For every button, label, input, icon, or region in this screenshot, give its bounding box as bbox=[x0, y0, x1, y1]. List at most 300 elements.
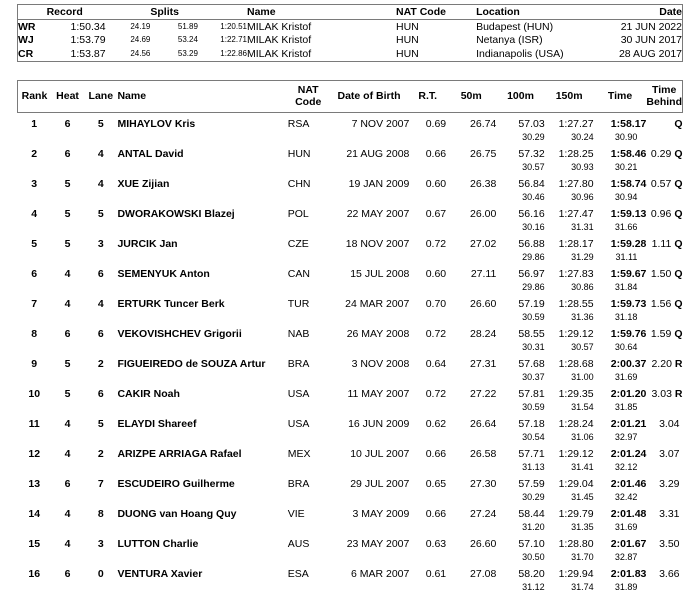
swimmer-heat: 6 bbox=[64, 567, 71, 580]
swimmer-lap-split-4: 32.42 bbox=[614, 491, 638, 502]
splits-spacer-cell bbox=[329, 430, 410, 443]
swimmer-split-150m: 1:27.27 bbox=[558, 117, 594, 130]
swimmer-time-behind-cell bbox=[646, 293, 682, 310]
splits-spacer-cell bbox=[329, 580, 410, 593]
results-body bbox=[18, 112, 683, 593]
results-col-heat: Heat bbox=[51, 80, 84, 112]
table-row bbox=[18, 413, 683, 430]
splits-spacer-cell bbox=[288, 220, 329, 233]
splits-spacer-cell bbox=[288, 190, 329, 203]
swimmer-split-50m: 26.60 bbox=[470, 297, 497, 310]
swimmer-nat-code: BRA bbox=[287, 357, 310, 370]
swimmer-final-time: 2:01.20 bbox=[610, 387, 647, 400]
table-row bbox=[18, 143, 683, 160]
table-row-splits bbox=[18, 130, 683, 143]
swimmer-lap-split-2: 30.29 bbox=[522, 131, 545, 142]
swimmer-date-of-birth: 29 JUL 2007 bbox=[350, 477, 410, 490]
swimmer-split-50m: 27.24 bbox=[470, 507, 497, 520]
splits-spacer-cell bbox=[288, 520, 329, 533]
swimmer-lane: 4 bbox=[97, 297, 104, 310]
swimmer-lap-split-3: 31.45 bbox=[571, 491, 594, 502]
records-col-split1 bbox=[106, 5, 151, 20]
swimmer-heat: 5 bbox=[64, 387, 71, 400]
results-col-time-behind bbox=[646, 80, 682, 112]
table-row-splits bbox=[18, 430, 683, 443]
swimmer-reaction-time: 0.67 bbox=[425, 207, 447, 220]
swimmer-time-behind-cell bbox=[646, 383, 682, 400]
table-row bbox=[18, 203, 683, 220]
swimmer-name: LUTTON Charlie bbox=[117, 537, 199, 550]
splits-spacer-cell bbox=[51, 130, 84, 143]
swimmer-time-behind: 3.03 bbox=[651, 387, 672, 400]
swimmer-final-time: 1:59.13 bbox=[610, 207, 647, 220]
splits-spacer-cell bbox=[409, 460, 446, 473]
swimmer-time-behind: 3.29 bbox=[659, 477, 680, 490]
records-col-record: Record bbox=[47, 5, 106, 20]
swimmer-heat: 4 bbox=[64, 297, 71, 310]
table-row-splits bbox=[18, 310, 683, 323]
swimmer-final-time: 2:01.21 bbox=[610, 417, 647, 430]
swimmer-rank: 11 bbox=[28, 417, 40, 430]
swimmer-reaction-time: 0.72 bbox=[425, 327, 447, 340]
record-time: 1:50.34 bbox=[70, 20, 106, 33]
splits-spacer-cell bbox=[84, 250, 117, 263]
splits-spacer-cell bbox=[329, 460, 410, 473]
swimmer-qualification-code: Q bbox=[674, 117, 683, 130]
swimmer-lap-split-3: 31.54 bbox=[571, 401, 594, 412]
records-header-row bbox=[18, 5, 682, 20]
table-row bbox=[18, 443, 683, 460]
swimmer-lap-split-2: 29.86 bbox=[522, 281, 545, 292]
swimmer-lap-split-3: 31.35 bbox=[571, 521, 594, 532]
swimmer-split-50m: 26.74 bbox=[470, 117, 497, 130]
splits-spacer-cell bbox=[329, 340, 410, 353]
swimmer-heat: 5 bbox=[64, 357, 71, 370]
record-date: 28 AUG 2017 bbox=[618, 47, 682, 60]
swimmer-split-50m: 28.24 bbox=[470, 327, 497, 340]
record-split-100m: 53.29 bbox=[177, 48, 198, 58]
swimmer-lap-split-4: 32.87 bbox=[614, 551, 638, 562]
swimmer-name: JURCIK Jan bbox=[117, 237, 178, 250]
table-row-splits bbox=[18, 340, 683, 353]
swimmer-split-50m: 27.02 bbox=[470, 237, 497, 250]
splits-spacer-cell bbox=[329, 280, 410, 293]
splits-spacer-cell bbox=[409, 520, 446, 533]
records-col-date: Date bbox=[619, 5, 682, 20]
splits-spacer-cell bbox=[18, 220, 51, 233]
splits-spacer-cell bbox=[84, 400, 117, 413]
swimmer-split-50m: 26.58 bbox=[470, 447, 497, 460]
swimmer-heat: 4 bbox=[64, 507, 71, 520]
swimmer-split-150m: 1:28.24 bbox=[558, 417, 594, 430]
splits-spacer-cell bbox=[18, 160, 51, 173]
records-table-container bbox=[17, 4, 683, 62]
swimmer-final-time: 1:59.76 bbox=[610, 327, 647, 340]
splits-spacer-cell bbox=[646, 400, 682, 413]
swimmer-lane: 2 bbox=[97, 357, 104, 370]
splits-spacer-cell bbox=[117, 160, 287, 173]
swimmer-qualification-code bbox=[680, 538, 683, 550]
splits-spacer-cell bbox=[409, 580, 446, 593]
swimmer-date-of-birth: 19 JAN 2009 bbox=[348, 177, 410, 190]
splits-spacer-cell bbox=[84, 520, 117, 533]
table-row bbox=[18, 563, 683, 580]
splits-spacer-cell bbox=[446, 340, 496, 353]
table-row bbox=[18, 112, 683, 130]
swimmer-date-of-birth: 23 MAY 2007 bbox=[346, 537, 410, 550]
swimmer-lap-split-4: 30.94 bbox=[614, 191, 638, 202]
swimmer-nat-code: POL bbox=[287, 207, 309, 220]
splits-spacer-cell bbox=[646, 130, 682, 143]
swimmer-split-50m: 27.22 bbox=[470, 387, 497, 400]
splits-spacer-cell bbox=[288, 160, 329, 173]
splits-spacer-cell bbox=[84, 340, 117, 353]
splits-spacer-cell bbox=[117, 520, 287, 533]
table-row-splits bbox=[18, 520, 683, 533]
swimmer-nat-code: CHN bbox=[287, 177, 311, 190]
swimmer-name: FIGUEIREDO de SOUZA Artur bbox=[117, 357, 266, 370]
record-split-50m: 24.19 bbox=[130, 21, 151, 31]
swimmer-reaction-time: 0.64 bbox=[425, 357, 447, 370]
splits-spacer-cell bbox=[409, 310, 446, 323]
swimmer-lap-split-3: 30.93 bbox=[571, 161, 594, 172]
swimmer-heat: 4 bbox=[64, 417, 71, 430]
swimmer-split-50m: 26.00 bbox=[470, 207, 497, 220]
swimmer-reaction-time: 0.72 bbox=[425, 387, 447, 400]
record-location: Budapest (HUN) bbox=[476, 20, 554, 33]
swimmer-split-150m: 1:27.47 bbox=[558, 207, 594, 220]
splits-spacer-cell bbox=[329, 310, 410, 323]
swimmer-split-100m: 57.18 bbox=[518, 417, 545, 430]
swimmer-split-50m: 27.30 bbox=[470, 477, 497, 490]
splits-spacer-cell bbox=[18, 430, 51, 443]
splits-spacer-cell bbox=[51, 280, 84, 293]
records-col-nat: NAT Code bbox=[396, 5, 476, 20]
swimmer-split-100m: 57.71 bbox=[518, 447, 545, 460]
swimmer-final-time: 2:01.67 bbox=[610, 537, 647, 550]
splits-spacer-cell bbox=[117, 280, 287, 293]
swimmer-heat: 5 bbox=[64, 237, 71, 250]
swimmer-lane: 6 bbox=[97, 267, 104, 280]
swimmer-time-behind-cell bbox=[646, 263, 682, 280]
swimmer-time-behind-cell bbox=[646, 443, 682, 460]
swimmer-time-behind: 0.29 bbox=[650, 147, 672, 160]
splits-spacer-cell bbox=[409, 490, 446, 503]
swimmer-lap-split-2: 30.59 bbox=[522, 401, 545, 412]
swimmer-final-time: 1:59.28 bbox=[610, 237, 647, 250]
table-row bbox=[18, 173, 683, 190]
swimmer-final-time: 2:01.46 bbox=[610, 477, 647, 490]
splits-spacer-cell bbox=[646, 370, 682, 383]
splits-spacer-cell bbox=[18, 340, 51, 353]
record-tag: WJ bbox=[18, 34, 34, 46]
swimmer-time-behind-cell bbox=[646, 143, 682, 160]
swimmer-split-50m: 27.31 bbox=[470, 357, 497, 370]
swimmer-rank: 1 bbox=[31, 117, 38, 130]
results-header bbox=[18, 80, 683, 112]
swimmer-qualification-code: Q bbox=[674, 207, 683, 220]
splits-spacer-cell bbox=[288, 370, 329, 383]
results-page bbox=[0, 4, 700, 592]
splits-spacer-cell bbox=[329, 250, 410, 263]
swimmer-rank: 6 bbox=[31, 267, 38, 280]
swimmer-reaction-time: 0.60 bbox=[425, 267, 447, 280]
results-col-name: Name bbox=[117, 80, 287, 112]
splits-spacer-cell bbox=[646, 160, 682, 173]
swimmer-lane: 5 bbox=[97, 207, 104, 220]
results-col-lane: Lane bbox=[84, 80, 117, 112]
splits-spacer-cell bbox=[288, 550, 329, 563]
records-col-split3 bbox=[198, 5, 247, 20]
table-row-splits bbox=[18, 280, 683, 293]
swimmer-lap-split-4: 30.90 bbox=[614, 131, 638, 142]
swimmer-lap-split-2: 31.13 bbox=[522, 461, 545, 472]
swimmer-rank: 3 bbox=[31, 177, 38, 190]
swimmer-rank: 15 bbox=[28, 537, 41, 550]
splits-spacer-cell bbox=[51, 190, 84, 203]
results-header-row bbox=[18, 80, 683, 112]
record-holder-name: MILAK Kristof bbox=[247, 34, 312, 46]
swimmer-lap-split-2: 30.29 bbox=[522, 491, 545, 502]
swimmer-lap-split-4: 31.11 bbox=[615, 251, 638, 262]
swimmer-lap-split-4: 31.69 bbox=[614, 521, 638, 532]
swimmer-split-50m: 26.64 bbox=[470, 417, 497, 430]
swimmer-time-behind-cell bbox=[646, 203, 682, 220]
splits-spacer-cell bbox=[18, 190, 51, 203]
results-col-dob: Date of Birth bbox=[329, 80, 410, 112]
splits-spacer-cell bbox=[84, 220, 117, 233]
swimmer-reaction-time: 0.63 bbox=[425, 537, 447, 550]
swimmer-lap-split-4: 31.66 bbox=[614, 221, 638, 232]
swimmer-time-behind: 3.04 bbox=[659, 417, 680, 430]
records-col-location: Location bbox=[476, 5, 619, 20]
swimmer-lap-split-4: 32.97 bbox=[614, 431, 638, 442]
swimmer-lap-split-3: 30.96 bbox=[571, 191, 594, 202]
swimmer-date-of-birth: 3 NOV 2008 bbox=[351, 357, 410, 370]
swimmer-lane: 6 bbox=[97, 387, 104, 400]
swimmer-split-100m: 57.68 bbox=[518, 357, 545, 370]
swimmer-qualification-code: Q bbox=[674, 267, 683, 280]
swimmer-reaction-time: 0.66 bbox=[425, 447, 447, 460]
results-col-nat-line2: Code bbox=[295, 95, 322, 108]
swimmer-split-150m: 1:27.80 bbox=[558, 177, 594, 190]
splits-spacer-cell bbox=[84, 130, 117, 143]
record-nat-code: HUN bbox=[396, 47, 419, 60]
record-split-150m: 1:20.51 bbox=[220, 21, 247, 31]
swimmer-lap-split-3: 31.29 bbox=[571, 251, 594, 262]
results-col-nat bbox=[288, 80, 329, 112]
swimmer-time-behind: 1.59 bbox=[650, 327, 672, 340]
swimmer-lap-split-2: 30.46 bbox=[522, 191, 545, 202]
swimmer-qualification-code: R bbox=[674, 387, 683, 400]
splits-spacer-cell bbox=[18, 550, 51, 563]
table-row bbox=[18, 353, 683, 370]
swimmer-lap-split-2: 30.31 bbox=[522, 341, 545, 352]
swimmer-lap-split-2: 30.57 bbox=[522, 161, 545, 172]
swimmer-time-behind-cell bbox=[646, 413, 682, 430]
results-col-behind-line2: Behind bbox=[646, 95, 682, 108]
splits-spacer-cell bbox=[329, 220, 410, 233]
splits-spacer-cell bbox=[288, 490, 329, 503]
swimmer-time-behind: 3.66 bbox=[659, 567, 680, 580]
swimmer-split-150m: 1:28.25 bbox=[558, 147, 594, 160]
record-split-50m: 24.56 bbox=[130, 48, 151, 58]
swimmer-time-behind: 2.20 bbox=[651, 357, 672, 370]
swimmer-name: CAKIR Noah bbox=[117, 387, 180, 400]
splits-spacer-cell bbox=[446, 160, 496, 173]
table-row bbox=[18, 473, 683, 490]
swimmer-split-100m: 56.97 bbox=[518, 267, 545, 280]
record-holder-name: MILAK Kristof bbox=[247, 47, 312, 60]
swimmer-time-behind: 0.57 bbox=[650, 177, 672, 190]
swimmer-lap-split-4: 31.85 bbox=[614, 401, 638, 412]
swimmer-lane: 5 bbox=[97, 117, 104, 130]
table-row-splits bbox=[18, 490, 683, 503]
splits-spacer-cell bbox=[446, 400, 496, 413]
splits-spacer-cell bbox=[329, 490, 410, 503]
swimmer-qualification-code: R bbox=[674, 357, 683, 370]
splits-spacer-cell bbox=[117, 370, 287, 383]
splits-spacer-cell bbox=[117, 580, 287, 593]
swimmer-heat: 6 bbox=[64, 117, 71, 130]
record-time: 1:53.79 bbox=[70, 34, 106, 46]
swimmer-heat: 6 bbox=[64, 477, 71, 490]
swimmer-split-50m: 26.38 bbox=[470, 177, 497, 190]
splits-spacer-cell bbox=[117, 460, 287, 473]
splits-spacer-cell bbox=[329, 550, 410, 563]
splits-spacer-cell bbox=[646, 460, 682, 473]
swimmer-name: ARIZPE ARRIAGA Rafael bbox=[117, 447, 242, 460]
swimmer-split-100m: 58.20 bbox=[518, 567, 545, 580]
swimmer-lane: 7 bbox=[97, 477, 104, 490]
record-date: 30 JUN 2017 bbox=[620, 34, 682, 46]
record-split-150m: 1:22.71 bbox=[220, 35, 247, 44]
swimmer-date-of-birth: 7 NOV 2007 bbox=[351, 117, 410, 130]
swimmer-split-100m: 58.55 bbox=[518, 327, 545, 340]
swimmer-final-time: 1:59.73 bbox=[610, 297, 647, 310]
swimmer-date-of-birth: 16 JUN 2009 bbox=[348, 417, 410, 430]
record-tag: CR bbox=[18, 47, 34, 60]
swimmer-nat-code: USA bbox=[287, 417, 310, 430]
splits-spacer-cell bbox=[288, 580, 329, 593]
swimmer-rank: 16 bbox=[28, 567, 41, 580]
table-row-splits bbox=[18, 550, 683, 563]
swimmer-time-behind: 3.31 bbox=[659, 507, 680, 520]
swimmer-heat: 5 bbox=[64, 207, 71, 220]
swimmer-nat-code: HUN bbox=[287, 147, 311, 160]
splits-spacer-cell bbox=[446, 220, 496, 233]
swimmer-lap-split-2: 30.50 bbox=[522, 551, 545, 562]
splits-spacer-cell bbox=[18, 250, 51, 263]
swimmer-reaction-time: 0.69 bbox=[425, 117, 447, 130]
swimmer-nat-code: CZE bbox=[287, 237, 309, 250]
swimmer-qualification-code bbox=[680, 568, 683, 580]
splits-spacer-cell bbox=[446, 460, 496, 473]
swimmer-lap-split-3: 30.86 bbox=[571, 281, 594, 292]
swimmer-name: ANTAL David bbox=[117, 147, 184, 160]
swimmer-rank: 9 bbox=[31, 357, 38, 370]
swimmer-split-100m: 56.16 bbox=[518, 207, 545, 220]
swimmer-reaction-time: 0.70 bbox=[425, 297, 447, 310]
splits-spacer-cell bbox=[646, 550, 682, 563]
splits-spacer-cell bbox=[18, 310, 51, 323]
splits-spacer-cell bbox=[51, 460, 84, 473]
swimmer-reaction-time: 0.61 bbox=[425, 567, 447, 580]
splits-spacer-cell bbox=[646, 190, 682, 203]
table-row-splits bbox=[18, 400, 683, 413]
results-table-container bbox=[17, 80, 683, 593]
splits-spacer-cell bbox=[409, 220, 446, 233]
swimmer-qualification-code bbox=[680, 508, 683, 520]
swimmer-qualification-code: Q bbox=[674, 237, 683, 250]
swimmer-reaction-time: 0.60 bbox=[425, 177, 447, 190]
swimmer-lap-split-2: 31.20 bbox=[522, 521, 545, 532]
swimmer-lap-split-4: 30.64 bbox=[614, 341, 638, 352]
swimmer-split-100m: 57.81 bbox=[518, 387, 545, 400]
splits-spacer-cell bbox=[329, 520, 410, 533]
swimmer-lap-split-2: 30.59 bbox=[522, 311, 545, 322]
splits-spacer-cell bbox=[646, 580, 682, 593]
results-col-50m: 50m bbox=[446, 80, 496, 112]
splits-spacer-cell bbox=[646, 490, 682, 503]
splits-spacer-cell bbox=[329, 190, 410, 203]
splits-spacer-cell bbox=[117, 340, 287, 353]
splits-spacer-cell bbox=[288, 400, 329, 413]
swimmer-final-time: 1:58.46 bbox=[610, 147, 647, 160]
splits-spacer-cell bbox=[117, 190, 287, 203]
swimmer-lap-split-2: 30.37 bbox=[522, 371, 545, 382]
results-col-150m: 150m bbox=[545, 80, 594, 112]
swimmer-lap-split-3: 30.57 bbox=[571, 341, 594, 352]
swimmer-final-time: 2:00.37 bbox=[610, 357, 647, 370]
table-row-splits bbox=[18, 190, 683, 203]
results-col-nat-line1: NAT bbox=[297, 83, 319, 96]
swimmer-nat-code: CAN bbox=[287, 267, 310, 280]
splits-spacer-cell bbox=[18, 490, 51, 503]
swimmer-lap-split-3: 31.74 bbox=[571, 581, 594, 592]
swimmer-qualification-code bbox=[680, 448, 683, 460]
records-row bbox=[18, 47, 682, 61]
swimmer-split-100m: 57.59 bbox=[518, 477, 545, 490]
swimmer-split-150m: 1:28.17 bbox=[558, 237, 594, 250]
splits-spacer-cell bbox=[117, 310, 287, 323]
swimmer-split-100m: 57.10 bbox=[518, 537, 545, 550]
splits-spacer-cell bbox=[446, 580, 496, 593]
record-split-50m: 24.69 bbox=[130, 35, 151, 44]
splits-spacer-cell bbox=[288, 280, 329, 293]
swimmer-reaction-time: 0.66 bbox=[425, 507, 447, 520]
swimmer-heat: 4 bbox=[64, 537, 71, 550]
table-row-splits bbox=[18, 160, 683, 173]
swimmer-lap-split-4: 31.69 bbox=[614, 371, 638, 382]
swimmer-lap-split-4: 31.18 bbox=[614, 311, 638, 322]
swimmer-reaction-time: 0.72 bbox=[425, 237, 447, 250]
swimmer-split-150m: 1:29.35 bbox=[558, 387, 594, 400]
splits-spacer-cell bbox=[646, 250, 682, 263]
swimmer-time-behind: 1.50 bbox=[650, 267, 672, 280]
splits-spacer-cell bbox=[51, 250, 84, 263]
table-row bbox=[18, 323, 683, 340]
swimmer-nat-code: VIE bbox=[287, 507, 305, 520]
splits-spacer-cell bbox=[329, 160, 410, 173]
splits-spacer-cell bbox=[51, 430, 84, 443]
swimmer-lap-split-3: 31.31 bbox=[571, 221, 594, 232]
splits-spacer-cell bbox=[51, 520, 84, 533]
swimmer-split-150m: 1:29.04 bbox=[558, 477, 594, 490]
swimmer-split-50m: 26.75 bbox=[470, 147, 497, 160]
splits-spacer-cell bbox=[84, 490, 117, 503]
splits-spacer-cell bbox=[409, 280, 446, 293]
